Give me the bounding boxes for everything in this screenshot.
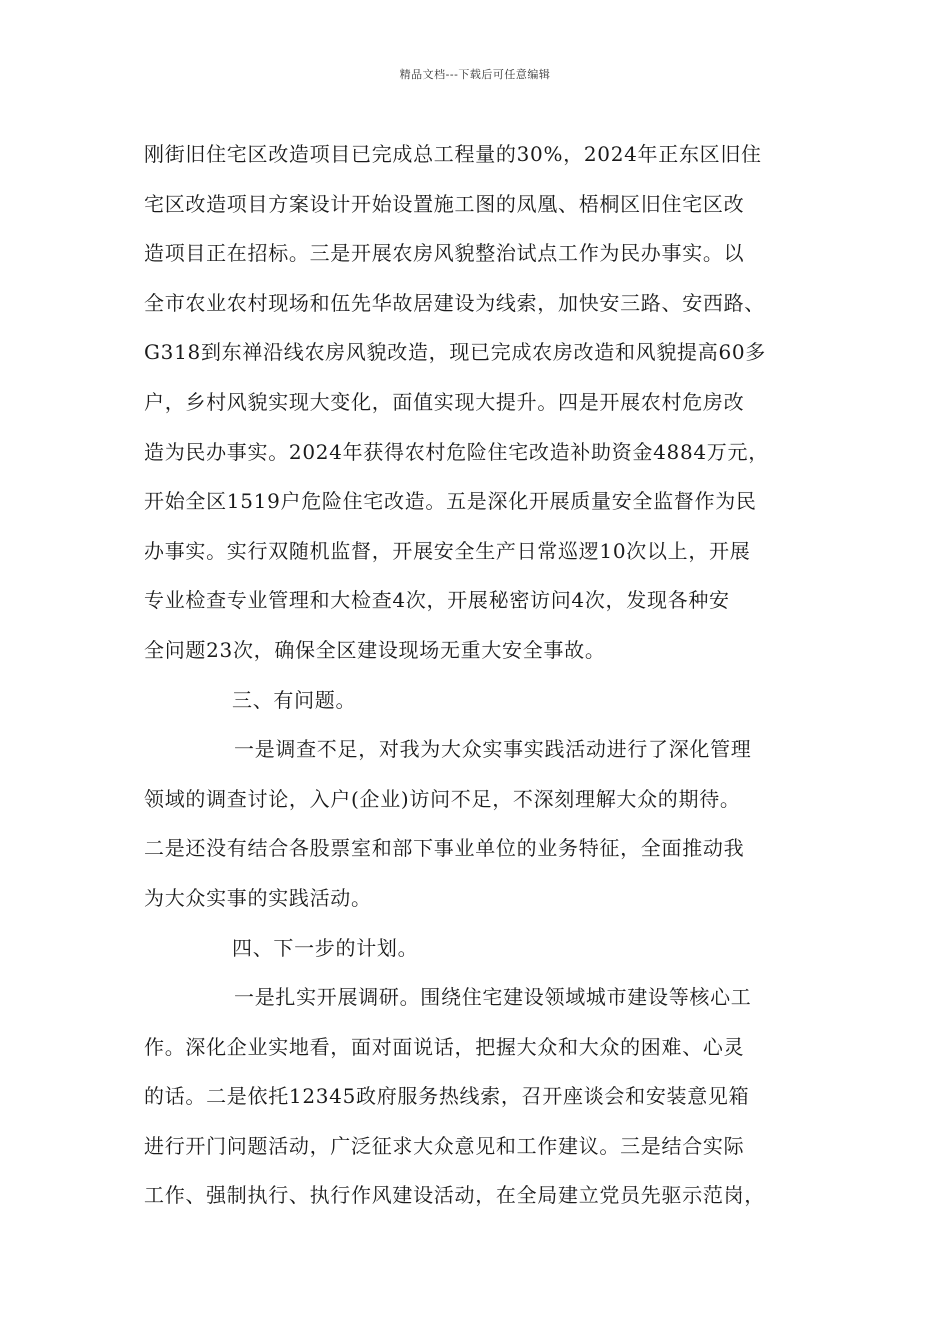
text-line: 刚街旧住宅区改造项目已完成总工程量的30%，2024年正东区旧住 xyxy=(144,142,762,166)
text-line: 造项目正在招标。三是开展农房风貌整治试点工作为民办事实。以 xyxy=(144,241,745,266)
text-line: 作。深化企业实地看，面对面说话，把握大众和大众的困难、心灵 xyxy=(144,1034,745,1059)
text-line: 全市农业农村现场和伍先华故居建设为线索，加快安三路、安西路、 xyxy=(144,290,765,315)
text-line: 办事实。实行双随机监督，开展安全生产日常巡逻10次以上，开展 xyxy=(144,538,751,563)
text-line: 进行开门问题活动，广泛征求大众意见和工作建议。三是结合实际 xyxy=(144,1133,745,1158)
text-line: 二是还没有结合各股票室和部下事业单位的业务特征，全面推动我 xyxy=(144,836,745,861)
text-line: 工作、强制执行、执行作风建设活动，在全局建立党员先驱示范岗， xyxy=(144,1183,765,1208)
text-line: 的话。二是依托12345政府服务热线索，召开座谈会和安装意见箱 xyxy=(144,1084,750,1109)
page-header: 精品文档---下载后可任意编辑 xyxy=(399,68,551,81)
text-line: 开始全区1519户危险住宅改造。五是深化开展质量安全监督作为民 xyxy=(144,489,757,514)
section-heading: 三、有问题。 xyxy=(232,687,357,712)
text-line: 专业检查专业管理和大检查4次，开展秘密访问4次，发现各种安 xyxy=(144,588,730,613)
text-line: 户，乡村风貌实现大变化，面值实现大提升。四是开展农村危房改 xyxy=(144,389,745,414)
document-body xyxy=(144,130,829,1221)
text-line: 领域的调查讨论，入户(企业)访问不足，不深刻理解大众的期待。 xyxy=(144,786,741,811)
text-line: 为大众实事的实践活动。 xyxy=(144,885,372,910)
section-heading: 四、下一步的计划。 xyxy=(232,935,419,960)
text-line: 造为民办事实。2024年获得农村危险住宅改造补助资金4884万元， xyxy=(144,439,769,464)
text-line: 一是扎实开展调研。围绕住宅建设领域城市建设等核心工 xyxy=(234,985,752,1010)
text-line: 全问题23次，确保全区建设现场无重大安全事故。 xyxy=(144,637,606,662)
text-line: 宅区改造项目方案设计开始设置施工图的凤凰、梧桐区旧住宅区改 xyxy=(144,191,745,216)
text-line: G318到东禅沿线农房风貌改造，现已完成农房改造和风貌提高60多 xyxy=(144,340,766,365)
text-line: 一是调查不足，对我为大众实事实践活动进行了深化管理 xyxy=(234,737,752,762)
